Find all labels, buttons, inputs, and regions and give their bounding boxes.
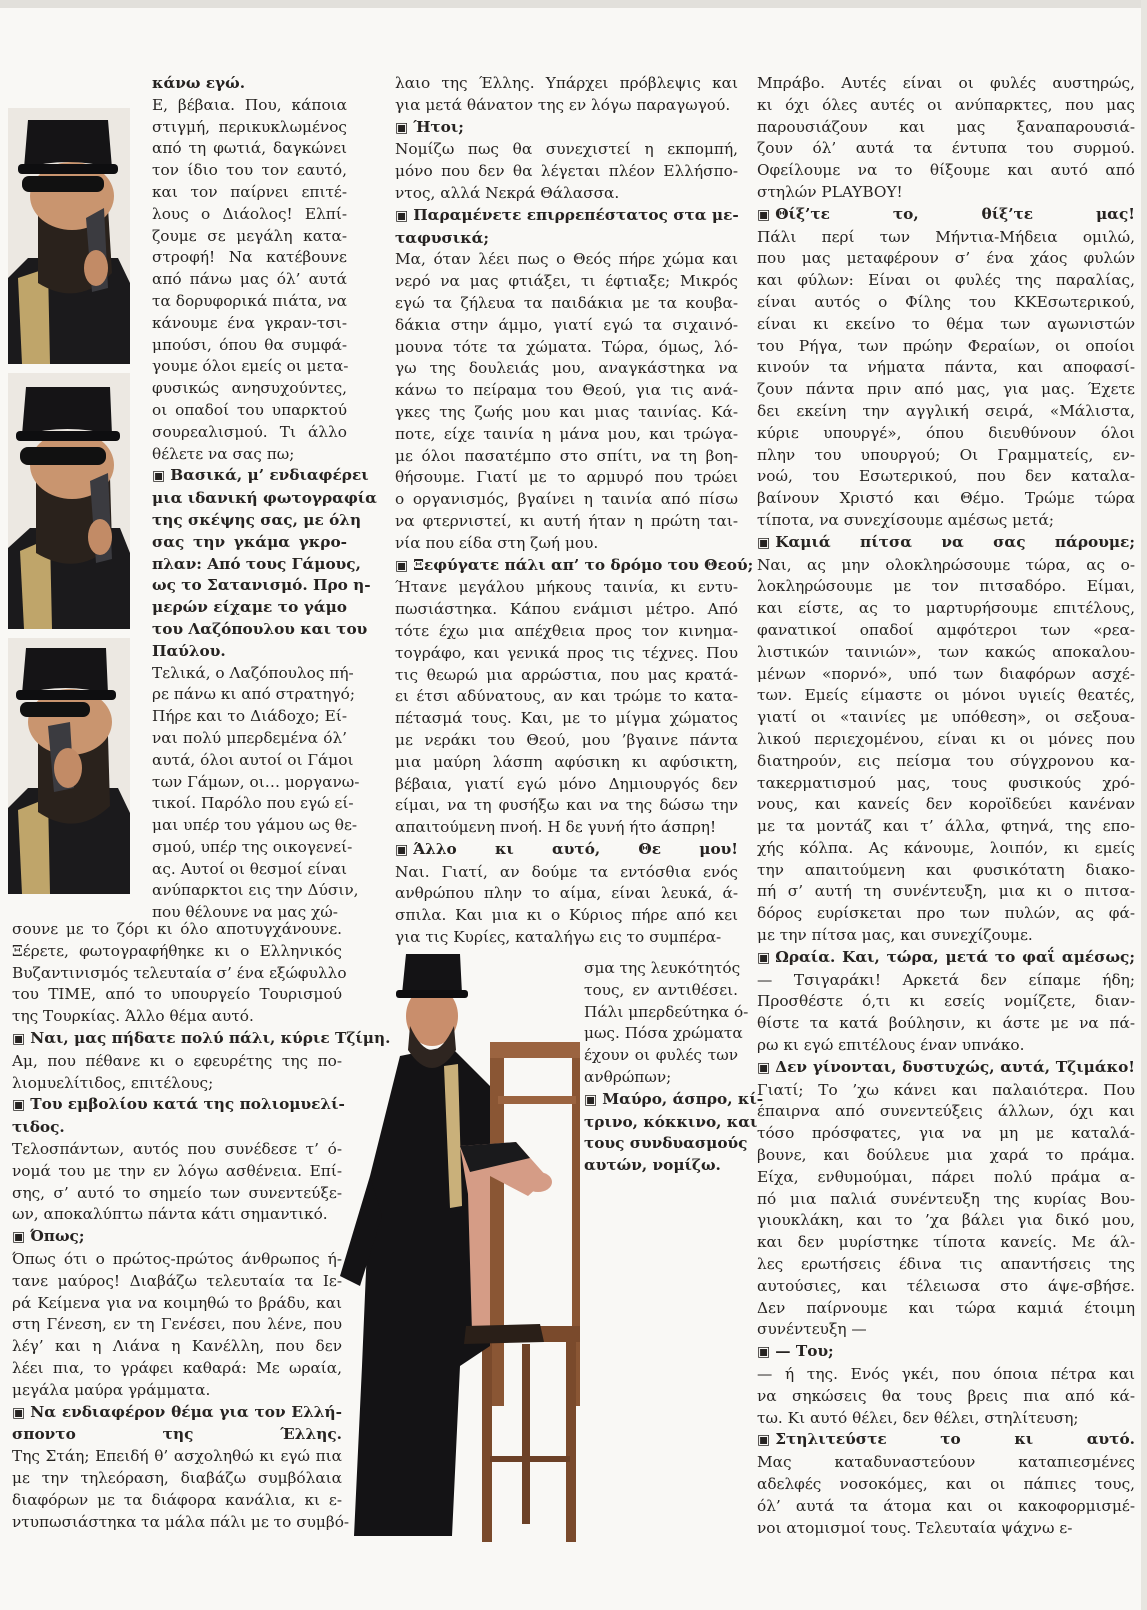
answer-text-line: βαίνουν Χριστό και Θέμο. Τρώμε τώρα (757, 489, 1135, 508)
interviewer-question-line: ▣ Άλλο κι αυτό, Θε μου! (395, 839, 738, 862)
priest-portrait-photo-1 (8, 108, 130, 364)
answer-text-line: μαι υπέρ του γάμου ως θε- (152, 816, 358, 835)
answer-text-line: μόνο που δεν θα λέγεται πλέον Ελλήσπο- (395, 162, 738, 181)
answer-text-line: όλ’ αυτά τα άτομα και οι κακοφορμισμέ- (757, 1496, 1135, 1515)
answer-text-line: δάκια στην άμμο, γιατί εγώ τα σιχαινό- (395, 315, 738, 334)
answer-text-line: Πήρε και το Διάδοχο; Εί- (152, 707, 347, 726)
interviewer-question-line: ▣ — Του; (757, 1341, 1135, 1364)
answer-text-line: της Τουρκίας. Άλλο θέμα αυτό. (12, 1007, 254, 1026)
answer-text-line: πωσιάστηκα. Κάπου ενάμισι μέτρο. Από (395, 600, 738, 619)
answer-text-line: τότε έχω μια απέχθεια προς τον κινημα- (395, 621, 738, 640)
answer-text-line: σουνε με το ζόρι κι όλο αποτυγχάνουνε. (12, 920, 342, 938)
answer-text-line: μένων «πορνό», υπό των διαφόρων ασχέ- (757, 664, 1135, 683)
answer-text-line: ων, αποκαλύπτω πάντα κάτι σημαντικό. (12, 1205, 328, 1224)
answer-text-line: κύριε υπουργέ», όπου διευθύνουν όλοι (757, 423, 1135, 442)
answer-text-line: — Τσιγαράκι! Αρκετά δεν είπαμε ήδη; (757, 970, 1135, 989)
interviewer-question-line: ▣ Όπως; (12, 1226, 342, 1249)
answer-text-line: πό μια παλιά συνέντευξη της κυρίας Βου- (757, 1189, 1135, 1208)
answer-text-line: γουμε όλοι εμείς οι μετα- (152, 357, 349, 376)
answer-text-line: Βυζαντινισμός τελευταία σ’ ένα εξώφυλλο (12, 963, 347, 982)
answer-text-line: αυτούσιες, και τέλειωσα στο άψε-σβήσε. (757, 1276, 1135, 1295)
answer-text-line: πλην του υπουργού; Οι Γραμματείς, εν- (757, 445, 1135, 464)
answer-text-line: πή σ’ αυτή τη συνέντευξη, μια κι ο πιτσα- (757, 882, 1135, 901)
interviewer-question-continuation: τιδος. (12, 1118, 65, 1137)
interviewer-question-line: ▣ Δεν γίνονται, δυστυχώς, αυτά, Τζιμάκο! (757, 1057, 1135, 1080)
interviewer-question-continuation: σποντο της Έλλης. (12, 1425, 342, 1444)
answer-text-line: τίποτα, να συνεχίσουμε αμέσως μετά; (757, 510, 1054, 529)
answer-text-line: αδελφές νοσοκόμες, και οι πάπιες τους, (757, 1475, 1135, 1493)
answer-text-line: μπούσι, όπου θα συμφά- (152, 335, 347, 354)
answer-text-line: λοκληρώσουμε με τον πιτσαδόρο. Είμαι, (757, 577, 1135, 596)
answer-text-line: τικοί. Παρόλο που εγώ εί- (152, 794, 354, 813)
answer-text-line: γω της δουλειάς μου, αναγκάστηκα να (395, 359, 738, 378)
answer-text-line: και δεν μυρίστηκε τίποτα κανείς. Με άλ- (757, 1233, 1135, 1252)
answer-text-line: Προσθέστε ό,τι κι εσείς νομίζετε, διαν- (757, 992, 1135, 1011)
answer-text-line: λέει πια, το γράφει καθαρά: Με ωραία, (12, 1358, 342, 1377)
answer-text-line: Όπως ότι ο πρώτος-πρώτος άνθρωπος ή- (12, 1249, 342, 1268)
answer-text-line: με τα μοντάζ και τ’ άλλα, φτηνά, της επο- (757, 817, 1135, 836)
interviewer-question-continuation: πλαν: Από τους Γάμους, (152, 554, 361, 573)
answer-text-line: νοι ατομισμοί τους. Τελευταία ψάχνω ε- (757, 1518, 1073, 1537)
interviewer-question-line: ▣ Μαύρο, άσπρο, κί- (584, 1089, 738, 1112)
answer-text-line: οι οπαδοί του υπαρκτού (152, 400, 347, 419)
answer-text-line: ρά Κείμενα για να κοιμηθώ το βράδυ, και (12, 1293, 342, 1312)
answer-text-line: ο οργανισμός, βγαίνει η ταινία από πίσω (395, 490, 738, 509)
answer-text-line: έπαιρνα από συνεντεύξεις άλλων, όχι και (757, 1102, 1135, 1121)
answer-text-line: που θέλουνε να μας χώ- (152, 903, 338, 922)
answer-text-line: Τελικά, ο Λαζόπουλος πή- (152, 663, 354, 682)
interviewer-question-continuation: τους συνδυασμούς (584, 1134, 748, 1153)
interviewer-question-continuation: αυτών, νομίζω. (584, 1156, 721, 1175)
answer-text-line: του Ρήγα, των πρώην Φεραίων, οι οποίοι (757, 336, 1135, 355)
answer-text-line: σης, σ’ αυτό το σημείο των συνεντεύξε- (12, 1183, 342, 1202)
answer-text-line: λιστικών ταινιών», των κακώς αποκαλου- (757, 642, 1135, 661)
answer-text-line: ζουμε σε μεγάλη κατα- (152, 226, 347, 245)
answer-text-line: με την τηλεόραση, διαβάζω συμβόλαια (12, 1468, 342, 1487)
answer-text-line: είμαι, να τη φυσήξω και να της δώσω την (395, 796, 738, 815)
answer-text-line: γιατί οι «ταινίες με υπόθεση», οι σεξουα- (757, 708, 1135, 727)
answer-text-line: ανθρώπου πλην το αίμα, είναι λευκά, ά- (395, 884, 738, 903)
answer-text-line: Αμ, που πέθανε κι ο εφευρέτης της πο- (12, 1051, 342, 1070)
answer-text-line: διαφόρων με τα διάφορα κανάλια, κι ε- (12, 1490, 342, 1509)
answer-text-line: νία που είδα στη ζωή μου. (395, 533, 599, 552)
interviewer-question-line: ▣ Ξεφύγατε πάλι απ’ το δρόμο του Θεού; (395, 555, 738, 578)
answer-text-line: ναι πολύ μπερδεμένα όλ’ (152, 728, 347, 747)
answer-text-line: κάνουμε ένα γκραν-τσι- (152, 313, 347, 332)
answer-text-line: λες ερωτήσεις έδινα τις απαντήσεις της (757, 1255, 1135, 1274)
answer-text-line: απαιτούμενη πνοή. Η δε γυνή ήτο άσπρη! (395, 818, 717, 837)
answer-text-line: πέτασμά τους. Και, με το μίγμα χώματος (395, 709, 738, 728)
answer-text-line: αυτά, όλοι αυτοί οι Γάμοι (152, 750, 354, 769)
answer-text-line: ρω κι εγώ επιτέλους έναν υπνάκο. (757, 1036, 1025, 1055)
answer-text-line: στροφή! Να κατέβουνε (152, 248, 347, 267)
answer-text-line: σμού, υπέρ της οικογενεί- (152, 837, 353, 856)
answer-text-line: λαιο της Έλλης. Υπάρχει πρόβλεψις και (395, 74, 738, 92)
answer-text-line: Νομίζω πως θα συνεχιστεί η εκπομπή, (395, 140, 738, 159)
answer-text-line: τω. Κι αυτό θέλει, δεν θέλει, στηλίτευση; (757, 1408, 1079, 1427)
answer-text-line: Πάλι μπερδεύτηκα ό- (584, 1002, 749, 1021)
answer-text-line: φανατικοί οπαδοί αμφότεροι των «ρεα- (757, 620, 1135, 639)
answer-text-line: διατηρούν, εις πείσμα του σύγχρονου κα- (757, 751, 1135, 770)
answer-text-line: Της Στάη; Επειδή θ’ ασχοληθώ κι εγώ πια (12, 1447, 342, 1466)
answer-text-line: Ήτανε μεγάλου μήκους ταινία, κι εντυ- (395, 578, 738, 597)
answer-text-line: εγώ τα ζήλευα τα παιδάκια με τα κουβα- (395, 293, 738, 312)
answer-text-line: με όλοι πασατέμπο στο σπίτι, να τη βοη- (395, 446, 738, 465)
article-column-2 (395, 73, 754, 949)
interviewer-question-continuation: μερών είχαμε το γάμο (152, 598, 347, 617)
answer-text-line: — ή της. Ενός γκέι, που όποια πέτρα και (757, 1365, 1135, 1384)
answer-text-line: λικού περιεχομένου, είναι κι οι μόνες που (757, 729, 1135, 748)
answer-text-line: σουρεαλισμού. Τι άλλο (152, 422, 347, 441)
answer-text-line: τον ίδιο του τον εαυτό, (152, 161, 347, 180)
answer-text-line: τογράφο, και γενικά προς τις τέχνες. Που (395, 643, 738, 662)
answer-text-line: των. Εμείς είμαστε οι μόνοι υγιείς θεατές, (757, 686, 1135, 705)
answer-text-line: ανθρώπων; (584, 1067, 672, 1086)
answer-text-line: λους ο Διάολος! Ελπί- (152, 204, 347, 223)
answer-text-line: νερό να μας φτιάξει, τι έφτιαξε; Μικρός (395, 272, 738, 291)
answer-text-line: Ξέρετε, φωτογραφήθηκε κι ο Ελληνικός (12, 941, 342, 960)
article-column-3 (757, 73, 1135, 1539)
interviewer-question-line: ▣ Βασικά, μ’ ενδιαφέρει (152, 465, 347, 488)
answer-text-line: μια μαύρη λάσπη αφύσικη κι αφύσικτη, (395, 752, 738, 771)
answer-text-line: από πάνω μας όλ’ αυτά (152, 270, 347, 289)
answer-text-line: φυσικώς ανησυχούντες, (152, 379, 347, 398)
answer-text-line: τους, εν αντιθέσει. (584, 980, 738, 999)
answer-text-line: έχουν οι φυλές των (584, 1046, 738, 1065)
interviewer-question-line: ▣ Καμιά πίτσα να σας πάρουμε; (757, 532, 1135, 555)
interviewer-question-line: ▣ Ήτοι; (395, 117, 738, 140)
answer-text-line: ει έτσι αδύνατους, αν και τρώμε το κατα- (395, 687, 738, 706)
interviewer-question-line: ▣ Του εμβολίου κατά της πολιομυελί- (12, 1094, 342, 1117)
interviewer-question-continuation: ως το Σατανισμό. Προ η- (152, 576, 371, 595)
answer-text-line: και φύλων: Είναι οι φυλές της παραλίας, (757, 271, 1135, 290)
answer-text-line: γιουκλάκη, και το ’χα βάλει για δικό μου, (757, 1211, 1135, 1230)
answer-text-line: Είχα, ενθυμούμαι, πάρει πολύ πράμα α- (757, 1167, 1135, 1186)
answer-text-line: νοώ, του Εσωτερικού, που δεν καταλα- (757, 467, 1135, 486)
answer-text-line: τα δορυφορικά πιάτα, να (152, 291, 347, 310)
answer-text-line: την απαιτούμενη και φυσικότατη διακο- (757, 860, 1135, 879)
answer-text-line: ντυπωσιάστηκα τα μάλα πάλι με το συμβό- (12, 1512, 350, 1531)
answer-text-line: κι όχι όλες αυτές οι ανύπαρκτες, που μας (757, 95, 1135, 114)
answer-text-line: σπιλα. Και μια κι ο Κύριος πήρε από κει (395, 906, 738, 925)
answer-text-line: από τη φωτιά, δαγκώνει (152, 139, 347, 158)
answer-text-line: Ε, βέβαια. Που, κάποια (152, 95, 347, 114)
answer-text-line: κάνω το πείραμα του Θεού, για τις ανά- (395, 381, 738, 400)
answer-text-line: κινούν τα νήματα πάντα, και αποφασί- (757, 358, 1135, 377)
answer-text-line: δόρος ευρίσκεται προ των πυλών, ας φά- (757, 904, 1135, 923)
answer-text-line: ποτε, είχε ταινία η μάνα μου, και τρώγα- (395, 424, 738, 443)
answer-text-line: ρε πάνω κι από στρατηγό; (152, 685, 356, 704)
answer-text-line: που μας μεταφέρουν σ’ ένα χάος φυλών (757, 249, 1135, 268)
interviewer-question-continuation: μια ιδανική φωτογραφία (152, 489, 377, 508)
answer-text-line: Μα, όταν λέει πως ο Θεός πήρε χώμα και (395, 250, 738, 269)
answer-text-line: μουνα τότε τα χώματα. Τώρα, όμως, λό- (395, 337, 738, 356)
answer-text-line: μεγάλα μαύρα γράμματα. (12, 1380, 211, 1399)
answer-text-line: Γιατί; Το ’χω κάνει και παλαιότερα. Που (757, 1080, 1135, 1099)
interviewer-question-line: ▣ Να ενδιαφέρον θέμα για τον Ελλή- (12, 1402, 342, 1425)
answer-text-line: στιγμή, περικυκλωμένος (152, 117, 347, 136)
answer-text-line: τις θεωρώ μια αρρώστια, που μας κρατά- (395, 665, 738, 684)
article-column-2-continuation (584, 958, 764, 1177)
interviewer-question-line: ▣ Παραμένετε επιρρεπέστατος στα με- (395, 205, 738, 228)
answer-text-line: του TIME, από το υπουργείο Τουρισμού (12, 985, 342, 1004)
answer-text-line: τανε μαύρος! Διαβάζω τελευταία τα Ιε- (12, 1271, 342, 1290)
answer-text-line: ας. Αυτοί οι θεσμοί είναι (152, 859, 347, 878)
interviewer-question-continuation: του Λαζόπουλου και του (152, 619, 368, 638)
interviewer-question-continuation: σας την γκάμα γκρο- (152, 532, 347, 551)
interviewer-question-line: ▣ Στηλιτεύστε το κι αυτό. (757, 1429, 1135, 1452)
answer-text-line: στηλών PLAYBOY! (757, 182, 903, 201)
answer-text-line: θέλετε να σας πω; (152, 444, 295, 463)
answer-text-line: Μπράβο. Αυτές είναι οι φυλές αυστηρώς, (757, 74, 1135, 92)
answer-text-line: Μας καταδυναστεύουν καταπιεσμένες (757, 1453, 1135, 1472)
answer-text-line: για μετά θάνατον της εν λόγω παραγωγού. (395, 95, 731, 114)
answer-text-line: Ναι. Γιατί, αν δούμε τα εντόσθια ενός (395, 862, 738, 881)
answer-text-line: τόσο πρόσφατες, για να μη με καταλά- (757, 1124, 1135, 1143)
answer-text-line: Δεν παίρνουμε και τώρα καμιά έτοιμη (757, 1298, 1135, 1317)
answer-text-line: γκες της ζωής μου και μιας ταινίας. Κά- (395, 402, 738, 421)
article-column-1 (152, 73, 377, 924)
answer-text-line: χής κόλπα. Ας κάνουμε, λοιπόν, κι εμείς (757, 838, 1135, 857)
answer-text-line: θήσουμε. Γιατί με το αρμυρό που τρώει (395, 468, 738, 487)
interviewer-question-line: ▣ Θίξ’τε το, θίξ’τε μας! (757, 204, 1135, 227)
answer-text-line: και τον παίρνει επιτέ- (152, 182, 347, 201)
answer-text-line: των Γάμων, οι… μοργανω- (152, 772, 360, 791)
answer-text-line: λιομυελίτιδος, επιτέλους; (12, 1073, 214, 1092)
answer-text-line: συνέντευξη — (757, 1320, 867, 1339)
answer-text-line: είναι αυτός ο Φίλης του ΚΚΕσωτερικού, (757, 292, 1135, 311)
answer-text-line: Πάλι περί των Μήντια-Μήδεια ομιλώ, (757, 227, 1135, 246)
answer-text-line: με νεράκι του Θεού, μου ’βγαινε πάντα (395, 730, 738, 749)
answer-text-line: νους, και κανείς δεν κοροϊδεύει κανέναν (757, 795, 1135, 814)
answer-text-line: είναι κι εκείνο το θέμα των αγωνιστών (757, 314, 1135, 333)
answer-text-line: βέβαια, γιατί εγώ μόνο Δημιουργός δεν (395, 774, 738, 793)
interviewer-question-continuation: της σκέψης σας, με όλη (152, 510, 362, 529)
answer-text-line: μως. Πόσα χρώματα (584, 1024, 743, 1043)
answer-text-line: Οφείλουμε να το θίξουμε και αυτό από (757, 161, 1135, 180)
interviewer-question-continuation: Παύλου. (152, 641, 226, 660)
answer-text-line: τακερματισμού μας, τους φυσικούς χρό- (757, 773, 1135, 792)
answer-text-line: σμα της λευκότητός (584, 959, 741, 977)
priest-portrait-photo-2 (8, 373, 130, 629)
article-column-1-continuation (12, 919, 391, 1533)
answer-text-line: ζουν όλ’ αυτά τα έντυπα του συρμού. (757, 139, 1135, 158)
answer-text-line: λέγ’ και η Λιάνα η Κανέλλη, που δεν (12, 1337, 342, 1356)
answer-text-line: να φτερνιστεί, κι αυτή ήταν η πρώτη ται- (395, 511, 738, 530)
answer-text-line: θίστε τα κατά βούλησιν, κι άστε με να πά- (757, 1014, 1135, 1033)
answer-text-line: στη Γένεση, εν τη Γενέσει, που λένε, που (12, 1315, 342, 1334)
answer-text-line: βουνε, και δούλευε μια χαρά το πράμα. (757, 1146, 1135, 1165)
interviewer-question-continuation: κάνω εγώ. (152, 74, 246, 92)
answer-text-line: ζουν πάντα πριν από μας, για μας. Έχετε (757, 380, 1135, 399)
answer-text-line: και είστε, ας το μαρτυρήσουμε επιτέλους, (757, 599, 1135, 618)
answer-text-line: παρουσιάζουν και μας ξαναπαρουσιά- (757, 117, 1135, 136)
answer-text-line: με την πίτσα μας, και συνεχίζουμε. (757, 926, 1033, 945)
interviewer-question-continuation: τρινο, κόκκινο, και (584, 1112, 758, 1131)
priest-portrait-photo-3 (8, 638, 130, 894)
interviewer-question-line: ▣ Ναι, μας πήδατε πολύ πάλι, κύριε Τζίμη. (12, 1028, 342, 1051)
answer-text-line: ανύπαρκτοι εις την Δύσιν, (152, 881, 359, 900)
answer-text-line: ντος, αλλά Νεκρά Θάλασσα. (395, 183, 620, 202)
answer-text-line: Ναι, ας μην ολοκληρώσουμε τώρα, ας ο- (757, 555, 1135, 574)
answer-text-line: Τελοσπάντων, αυτός που συνέδεσε τ’ ό- (12, 1139, 342, 1158)
answer-text-line: νομά του με την εν λόγω ασθένεια. Επί- (12, 1161, 342, 1180)
interviewer-question-line: ▣ Ωραία. Και, τώρα, μετά το φαΐ αμέσως; (757, 947, 1135, 970)
interviewer-question-continuation: ταφυσικά; (395, 228, 490, 247)
answer-text-line: δει εκείνη την αγγλική σειρά, «Μάλιστα, (757, 401, 1135, 420)
answer-text-line: να σηκώσεις θα τους βρεις πια από κά- (757, 1386, 1135, 1405)
answer-text-line: για τις Κυρίες, καταλήγω εις το συμπέρα- (395, 928, 722, 947)
